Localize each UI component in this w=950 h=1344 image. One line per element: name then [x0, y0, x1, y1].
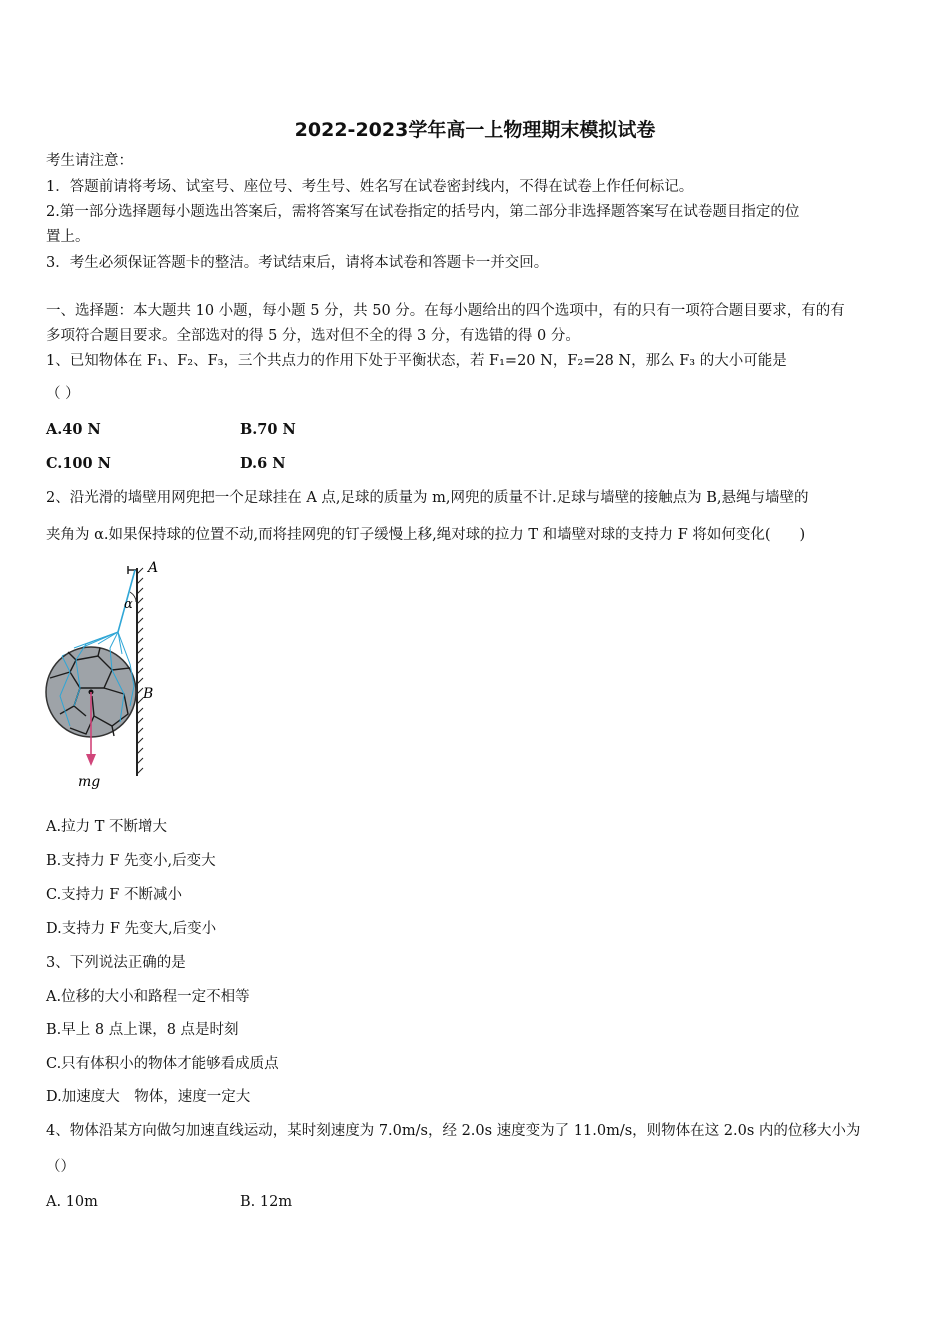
label-mg: mg: [78, 774, 101, 790]
q3-stem: 3、下列说法正确的是: [46, 955, 186, 971]
q4-option-a: A. 10m: [46, 1194, 98, 1210]
q1-paren: （ ）: [46, 386, 80, 402]
arrow-head-icon: [86, 754, 96, 766]
q1-option-d: D.6 N: [240, 455, 286, 472]
page-title: 2022-2023学年高一上物理期末模拟试卷: [294, 119, 656, 141]
football-wall-figure: [40, 556, 200, 796]
q1-option-a: A.40 N: [46, 421, 101, 438]
q4-paren: （）: [46, 1159, 75, 1175]
q3-option-c: C.只有体积小的物体才能够看成质点: [46, 1056, 279, 1072]
section-instruction-1: 一、选择题：本大题共 10 小题，每小题 5 分，共 50 分。在每小题给出的四个选项中，有的只有一项符合题目要求，有的有: [46, 303, 845, 319]
q3-option-a: A.位移的大小和路程一定不相等: [46, 989, 250, 1005]
notice-item-2-cont: 置上。: [46, 229, 90, 245]
q2-stem-1: 2、沿光滑的墙壁用网兜把一个足球挂在 A 点,足球的质量为 m,网兜的质量不计.足球与墙壁的接触点为 B,悬绳与墙壁的: [46, 490, 809, 506]
q1-option-c: C.100 N: [46, 455, 111, 472]
label-alpha: α: [124, 597, 133, 612]
section-instruction-2: 多项符合题目要求。全部选对的得 5 分，选对但不全的得 3 分，有选错的得 0 分。: [46, 328, 580, 344]
q4-stem: 4、物体沿某方向做匀加速直线运动，某时刻速度为 7.0m/s，经 2.0s 速度变为了 11.0m/s，则物体在这 2.0s 内的位移大小为: [46, 1123, 861, 1139]
notice-heading: 考生请注意：: [46, 153, 133, 169]
q1-option-b: B.70 N: [240, 421, 296, 438]
q4-option-b: B. 12m: [240, 1194, 293, 1210]
q2-stem-2: 夹角为 α.如果保持球的位置不动,而将挂网兜的钉子缓慢上移,绳对球的拉力 T 和墙壁对球的支持力 F 将如何变化( ): [46, 527, 806, 543]
q2-option-d: D.支持力 F 先变大,后变小: [46, 921, 217, 937]
q3-option-d: D.加速度大 物体，速度一定大: [46, 1089, 251, 1105]
q2-option-b: B.支持力 F 先变小,后变大: [46, 853, 216, 869]
label-a: A: [148, 560, 159, 576]
label-b: B: [143, 686, 154, 702]
q3-option-b: B.早上 8 点上课，8 点是时刻: [46, 1022, 239, 1038]
notice-item-3: 3．考生必须保证答题卡的整洁。考试结束后，请将本试卷和答题卡一并交回。: [46, 255, 549, 271]
notice-item-2: 2.第一部分选择题每小题选出答案后，需将答案写在试卷指定的括号内，第二部分非选择题答案写在试卷题目指定的位: [46, 204, 800, 220]
q2-option-c: C.支持力 F 不断减小: [46, 887, 182, 903]
q1-stem: 1、已知物体在 F₁、F₂、F₃，三个共点力的作用下处于平衡状态，若 F₁=20 N，F₂=28 N，那么 F₃ 的大小可能是: [46, 353, 787, 369]
q2-option-a: A.拉力 T 不断增大: [46, 819, 167, 835]
notice-item-1: 1．答题前请将考场、试室号、座位号、考生号、姓名写在试卷密封线内，不得在试卷上作任何标记。: [46, 179, 694, 195]
